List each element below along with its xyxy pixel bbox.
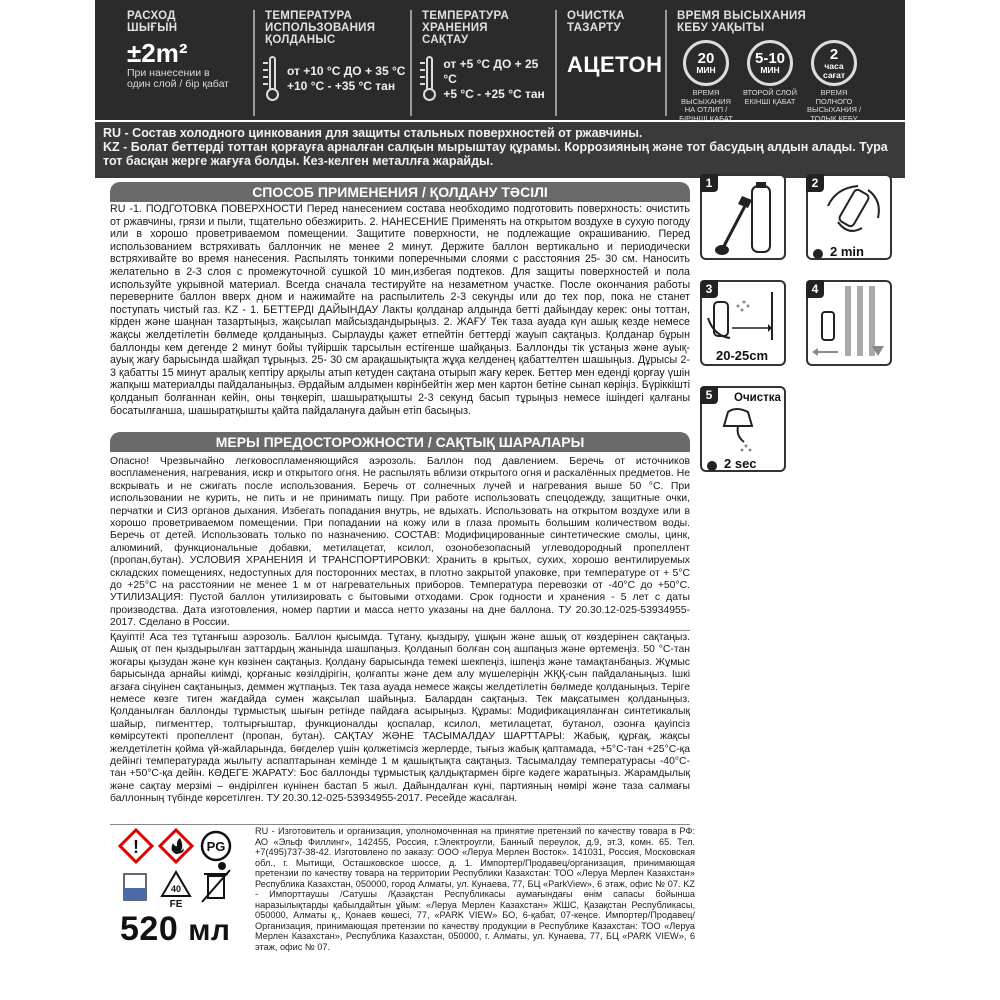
step-number: 1 <box>700 174 718 192</box>
spec-title: ОЧИСТКА <box>567 10 625 22</box>
consumption-note: один слой / бір қабат <box>127 78 229 90</box>
usage-temp-range: +10 °С - +35 °С тан <box>287 79 396 93</box>
recycle-code: FE <box>169 899 183 908</box>
divider <box>110 630 690 631</box>
trash-bin-icon <box>202 862 230 902</box>
cleaning-value: АЦЕТОН <box>567 52 663 77</box>
pictogram-step-2 <box>806 174 892 260</box>
spec-title: ҚОЛДАНЫС <box>265 34 336 46</box>
drying-unit: часа сағат <box>823 60 845 80</box>
drying-item <box>677 40 735 123</box>
application-text: RU -1. ПОДГОТОВКА ПОВЕРХНОСТИ Перед нанесением состава необходимо подготовить поверхность: очистить от ржавчины, грязи и пыли, тщательно обезжирить. 2. НАНЕСЕНИЕ Применять на открытом воздухе в сухую погоду или в хорошо проветриваемом помещении. Защитите поверхности, не подлежащие окрашиванию. Перед использованием встряхивать баллончик не менее 2 минут. Держите баллон вертикально и периодически встряхивайте во время нанесения. Распылять тонкими поперечными слоями с расстояния 25- 30 см. Наносить желательно в 2-3 слоя с промежуточной сушкой 10 мин,избегая подтеков. Для защиты поверхностей и пола используйте укрывной материал. Всегда сначала тестируйте на незаметном участке. После окончания работы переверните баллон вверх дном и нажимайте на распылитель 2-3 секунды или до тех пор, пока не станет поступать чистый газ. KZ - 1. БЕТТЕРДІ ДАЙЫНДАУ Лакты қолданар алдында бетті дайындау керек: оны тоттан, кірден және шаңнан тазартыңыз, жақсылап майсыздандырыңыз. 2. ЖАҒУ Тек таза ауада күн ашық кезде немесе жақсы желдетілетін бөлмеде қолданыңыз. Сырлауды қажет етпейтін беттерді жауып сақтаңыз. Қолданар бұрын баллонды кем дегенде 2 минут бойы түйіршік тарсылын естігенше шайқаңыз. Баллонды тік ұстаңыз және ауық-ауық жағу барысында шайқап тұрыңыз. 25- 30 см арақашықтықта жұқа келденең қабаттелтен шашыңыз. Дұрысы 2-3 қабатты 15 минут аралық кептіру арқылы атып кетуден сақтана отырып жағу керек. Беттер мен едендi қорғау үшін жапқыш материалды пайдаланыңыз. Әрдайым алдымен көрінбейтін жер мен картон бетіне сынап көріңіз. Бүріккішті қолданып болғаннан кейін, оны төңкеріп, шашыратқышты 2-3 секунд басып тұрыңыз немесе ішіндегі қалғаны босатылғанша, шашыратқышты қайта пайдалануға дайын етіп басыңыз. <box>110 203 690 417</box>
precautions-ru-text: Опасно! Чрезвычайно легковоспламеняющийся аэрозоль. Баллон под давлением. Беречь от источников воспламенения, нагревания, искр и открытого огня. Не распылять вблизи открытого огня и раскалённых предметов. Не вскрывать и не сжигать после использования. Беречь от солнечных лучей и нагревания выше 50 °С. При использовании не курить, не пить и не принимать пищу. При работе использовать спецодежду, защитные очки, перчатки и СИЗ органов дыхания. Избегать попадания внутрь, не вдыхать. Использовать на открытом воздухе или в хорошо проветриваемом помещении. При попадании на кожу или в глаза промыть большим количеством воды. Беречь от детей. Использовать только по назначению. СОСТАВ: Модифицированные синтетические смолы, цинк, алюминий, функциональные добавки, метилацетат, ксилол, озонобезопасный углеводородный пропеллент (пропан,бутан). УСЛОВИЯ ХРАНЕНИЯ И ТРАНСПОРТИРОВКИ: Хранить в крытых, сухих, хорошо вентилируемых складских помещениях, недоступных для посторонних местах, в плотно закрытой упаковке, при температуре от + 5°С до +25°С на расстоянии не менее 1 м от нагревательных приборов. Температура перевозки от -40°С до +50°С. УТИЛИЗАЦИЯ: Пустой баллон утилизировать с бытовыми отходами. Срок годности и хранения - 5 лет с даты производства. Дата изготовления, номер партии и масса нетто указаны на дне баллона. ТУ 20.30.12-025-53934955-2017. Сделано в России. <box>110 456 690 628</box>
drying-number: 20 <box>697 50 715 67</box>
consumption-value: ±2m² <box>127 38 188 68</box>
step-number: 4 <box>806 280 824 298</box>
aerosol-can-icon <box>124 874 146 900</box>
drying-caption: ВРЕМЯ ПОЛНОГО <box>815 88 853 106</box>
drying-item <box>741 40 799 123</box>
pictogram-step-1 <box>700 174 786 260</box>
storage-temp-range: +5 °С - +25 °С тан <box>443 86 545 101</box>
usage-temp-range: от +10 °С ДО + 35 °С <box>287 64 406 78</box>
cleaning-label: Очистка <box>734 392 781 404</box>
spec-title: ТЕМПЕРАТУРА <box>265 10 353 22</box>
clock-dial-icon <box>683 40 729 86</box>
svg-text:PG: PG <box>206 839 226 854</box>
clock-dial-icon <box>747 40 793 86</box>
spec-bar <box>95 0 905 123</box>
spec-usage-temperature <box>253 10 413 116</box>
drying-item <box>805 40 863 123</box>
flammable-icon <box>160 830 192 862</box>
purge-duration: 2 sec <box>724 456 757 471</box>
pictogram-step-5 <box>700 386 786 472</box>
consumption-note: При нанесении в <box>127 67 210 79</box>
precautions-heading: МЕРЫ ПРЕДОСТОРОЖНОСТИ / САҚТЫҚ ШАРАЛАРЫ <box>110 432 690 452</box>
spec-title: ИСПОЛЬЗОВАНИЯ <box>265 22 376 34</box>
net-volume <box>120 910 230 949</box>
spec-title: КЕБУ УАҚЫТЫ <box>677 22 765 34</box>
recycle-icon <box>162 872 190 908</box>
precautions-kz-text: Қауіпті! Аса тез тұтанғыш аэрозоль. Баллон қысымда. Тұтану, қыздыру, ұшқын және ашық от көздерінен сақтаңыз. Ашық от пен қыздырылған заттардың жанында шашпаңыз. Қолданып болған соң ашпаңыз және өртемеңіз. 50 °С-тан жоғары қызудан және күн көзінен сақтаңыз. Қолдану барысында темекі шекпеңіз, ішпеңіз және тамақтанбаңыз. Жұмыс барысында арнайы киімді, қорғаныс көзілдірігін, қолғапты және дем алу мүшелеріңін ЖҚҚ-сын пайдаланыңыз. Ішкі ағзаға сіңуінен сақтаныңыз, деммен жұтпаңыз. Тек таза ауада немесе жақсы желдетілетін бөлмеде қолданыңыз. Теріге немесе көзге тиген жағдайда сумен жақсылап шайыңыз. Балардан сақтаңыз. Тек мақсатымен қолданыңыз. Қолданылған баллонды тұрмыстық шығын ретінде пайдаға асырыңыз. Құрамы: Модификацияланған синтетикалық шайыр, пигменттер, толтырғыштар, функционалды қоспалар, ксилол, метилацетат, бутанол, озонға қауіпсіз көмірсутекті пропеллент (пропан, бутан). САҚТАУ ЖӘНЕ ТАСЫМАЛДАУ ШАРТТАРЫ: Жабық, құрғақ, жақсы желдетілетін қойма үй-жайларында, бөгделер үшін қолжетімсіз жерлерде, тығыз жабық қаптамада, +5°С-тан +25°С-қа дейінгі температурада жылыту аспаптарынан кемінде 1 м қашықтықта сақтаңыз. Тасымалдау температурасы -40°С-тан +50°С-қа дейін. КӘДЕГЕ ЖАРАТУ: Бос баллонды тұрмыстық қалдықтармен бірге кәдеге жаратыңыз. Жарамдылық және сақтау мерзімі – өндірілген күнінен бастап 5 жыл. Дайындалған күні, партияның нөмірі және таза салмағы баллонның түбінде көрсетілген. ТУ 20.30.12-025-53934955-2017. Ресейде жасалған. <box>110 632 690 805</box>
spec-title: САҚТАУ <box>422 34 469 46</box>
shake-duration: 2 min <box>830 244 864 259</box>
spec-title: ШЫҒЫН <box>127 22 178 34</box>
spec-title: ХРАНЕНИЯ <box>422 22 488 34</box>
spray-distance: 20-25cm <box>716 348 769 363</box>
cross-layers-icon <box>808 282 894 368</box>
pictogram-step-4 <box>806 280 892 366</box>
cleaning-brush-icon <box>702 176 788 262</box>
clock-dial-icon <box>811 40 857 86</box>
drying-caption: ЕКІНШІ ҚАБАТ <box>744 96 796 106</box>
certification-mark-icon <box>202 832 230 860</box>
spec-drying-time <box>665 10 890 123</box>
step-number: 2 <box>806 174 824 192</box>
pictogram-step-3 <box>700 280 786 366</box>
thermometer-icon <box>265 56 279 102</box>
spec-title: ТАЗАРТУ <box>567 22 621 34</box>
intro-ru: RU - Состав холодного цинкования для защиты стальных поверхностей от ржавчины. <box>103 126 643 140</box>
spec-title: ТЕМПЕРАТУРА <box>422 10 510 22</box>
drying-caption: ВТОРОЙ СЛОЙ <box>742 88 798 97</box>
storage-temp-range: от +5 °С ДО + 25 °С <box>443 56 539 86</box>
product-intro <box>95 122 905 178</box>
spec-title: ВРЕМЯ ВЫСЫХАНИЯ <box>677 10 807 22</box>
drying-unit: МИН <box>696 65 716 75</box>
svg-text:!: ! <box>133 837 139 857</box>
drying-caption: ВЫСЫХАНИЯ / <box>806 105 862 114</box>
health-hazard-icon <box>120 830 152 862</box>
drying-caption: БІРІНШІ ҚАБАТ <box>679 113 733 123</box>
right-margin <box>905 0 1000 1000</box>
drying-caption: ТОЛЫҚ КЕБУ <box>810 113 858 123</box>
spec-consumption <box>117 10 257 116</box>
divider <box>110 824 690 825</box>
drying-number: 2 <box>829 45 839 63</box>
volume-number: 520 <box>120 910 179 948</box>
intro-kz: KZ - Болат беттерді тоттан қорғауға арналған салқын мырыштау құрамы. Коррозияның және тот басудың алдын алады. Тура тот басқан жерге жағуға болды. Кез-келген металлға жарайды. <box>103 140 888 168</box>
spec-title: РАСХОД <box>127 10 176 22</box>
drying-number: 5-10 <box>754 50 786 67</box>
left-margin <box>0 0 95 1000</box>
drying-caption: ВРЕМЯ ВЫСЫХАНИЯ <box>681 88 731 106</box>
spec-cleaning <box>555 10 663 116</box>
application-heading: СПОСОБ ПРИМЕНЕНИЯ / ҚОЛДАНУ ТӘСІЛІ <box>110 182 690 202</box>
step-number: 3 <box>700 280 718 298</box>
legal-manufacturer-info: RU - Изготовитель и организация, уполномоченная на принятие претензий по качеству товара в РФ: АО «Эльф Филлинг», 142455, Россия, г.Электроугли, Банный переулок, д.9, эт.3, комн. 65. Тел. +7(495)737-38-42. Изготовлено по заказу: ООО «Леруа Мерлен Восток». 141031, Россия, Московская обл., г. Мытищи, Осташковское шоссе, д. 1. Импортер/Продавец/организация, принимающая претензии по качеству товара на территории Республики Казахстан: ТОО «Леруа Мерлен Казахстан» Республика Казахстан, 050000, город Алматы, ул. Кунаева, 77, БЦ «ParkView», 6 этаж, офис № 07. KZ - Импорттаушы /Сатушы /Қазақстан Республикасы аумағындағы өнім сапасы бойынша наразылықтарды қабылдайтын ұйым: «Леруа Мерлен Казахстан» ЖШС, Қазақстан Республикасы, 050000, Алматы қ., Қонаев көшесі, 77, «PARK VIEW» БО, 6-қабат, 07-кеңсе. Импортер/Продавец/Организация, принимающая претензии по качеству продукции в Республике Казахстан: ТОО «Леруа Мерлен Казахстан», Республика Казахстан, 050000, г. Алматы, ул. Кунаева, 77, БЦ «PARK VIEW», 6 этаж, офис № 07. <box>255 826 695 952</box>
spec-storage-temperature <box>410 10 550 116</box>
recycle-number: 40 <box>170 884 182 894</box>
step-number: 5 <box>700 386 718 404</box>
thermometer-icon <box>422 56 435 102</box>
volume-unit: мл <box>188 914 231 947</box>
drying-caption: НА ОТЛИП / <box>684 105 728 114</box>
drying-unit: МИН <box>760 65 780 75</box>
